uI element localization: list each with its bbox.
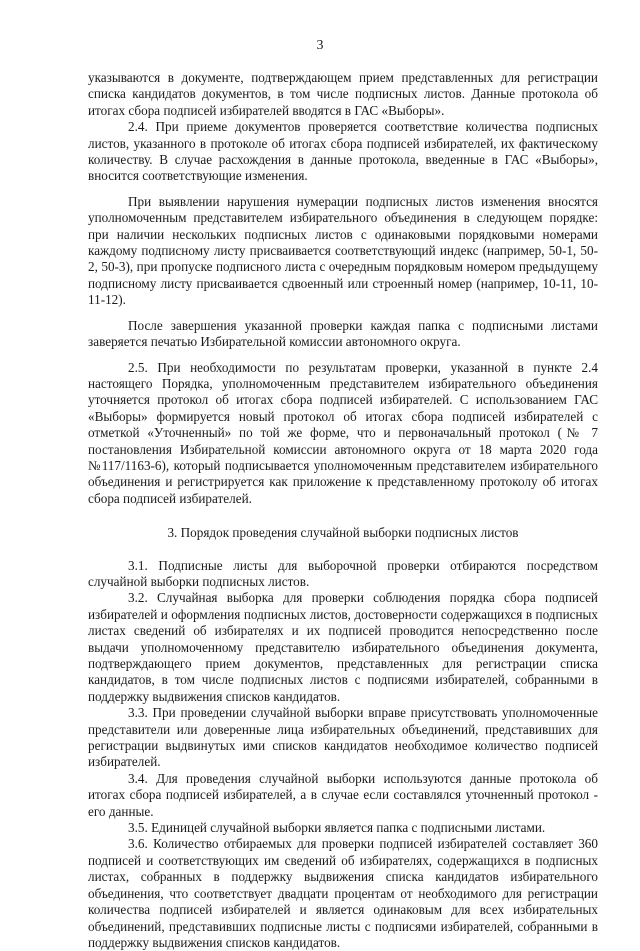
paragraph-3-2: 3.2. Случайная выборка для проверки соблюдения порядка сбора подписей избирателей и оформления подписных листов, достоверности содержащихся в подписных листах сведений об избирателях и их подписей проводится непосредственно после выдачи уполномоченному представителю избирательного объединения документа, подтверждающего прием документов, представленных для регистрации списка кандидатов, в том числе подписных листов с подписями избирателей, собранными в поддержку выдвижения списков кандидатов. <box>88 590 598 704</box>
paragraph-3-5: 3.5. Единицей случайной выборки является папка с подписными листами. <box>128 820 546 836</box>
paragraph-2-4: 2.4. При приеме документов проверяется соответствие количества подписных листов, указанного в протоколе об итогах сбора подписей избирателей, их фактическому количеству. В случае расхождения в данные протокола, введенные в ГАС «Выборы», вносится соответствующие изменения. <box>88 119 598 184</box>
section-heading: 3. Порядок проведения случайной выборки подписных листов <box>167 525 519 541</box>
paragraph-2-5: 2.5. При необходимости по результатам проверки, указанной в пункте 2.4 настоящего Порядка, уполномоченным представителем избирательного объединения уточняется протокол об итогах сбора подписей избирателей. С использованием ГАС «Выборы» формируется новый протокол об итогах сбора подписей избирателей с отметкой «Уточненный» по той же форме, что и первоначальный протокол (№ 7 постановления Избирательной комиссии автономного округа от 18 марта 2020 года №117/1163-6), который подписывается уполномоченным представителем избирательного объединения и регистрируется как приложение к представленному протоколу об итогах сбора подписей избирателей. <box>88 359 598 506</box>
page-number: 3 <box>316 38 324 53</box>
paragraph-3-3: 3.3. При проведении случайной выборки вправе присутствовать уполномоченные представители или доверенные лица избирательных объединений, представивших для регистрации выдвинутых ими списков кандидатов необходимое количество подписей избирателей. <box>88 705 598 770</box>
paragraph: указываются в документе, подтверждающем прием представленных для регистрации списка кандидатов документов, в том числе подписных листов. Данные протокола об итогах сбора подписей избирателей вводятся в ГАС «Выборы». <box>88 70 598 118</box>
paragraph-3-4: 3.4. Для проведения случайной выборки используются данные протокола об итогах сбора подписей избирателей, а в случае если составлялся уточненный протокол - его данные. <box>88 770 598 819</box>
document-body <box>88 70 598 951</box>
paragraph-numbering-violations: При выявлении нарушения нумерации подписных листов изменения вносятся уполномоченным представителем избирательного объединения в следующем порядке: при наличии нескольких подписных листов с одинаковыми порядковыми номерами каждому подписному листу присваивается соответствующий индекс (например, 50-1, 50-2, 50-3), при пропуске подписного листа с очередным порядковым номером предыдущему подписному листу присваивается сдвоенный или строенный номер (например, 10-11, 10-11-12). <box>88 193 598 308</box>
paragraph-3-1: 3.1. Подписные листы для выборочной проверки отбираются посредством случайной выборки подписных листов. <box>88 557 598 589</box>
paragraph-folder-seal: После завершения указанной проверки каждая папка с подписными листами заверяется печатью Избирательной комиссии автономного округа. <box>88 317 598 350</box>
paragraph-3-6: 3.6. Количество отбираемых для проверки подписей избирателей составляет 360 подписей и соответствующих им сведений об избирателях, содержащихся в подписных листах, собранных в поддержку выдвижения списка кандидатов избирательного объединения, что соответствует двадцати процентам от необходимого для регистрации количества подписей избирателей и является одинаковым для всех избирательных объединений, представивших подписные листы с подписями избирателей, собранными в поддержку выдвижения списков кандидатов. <box>88 836 598 950</box>
